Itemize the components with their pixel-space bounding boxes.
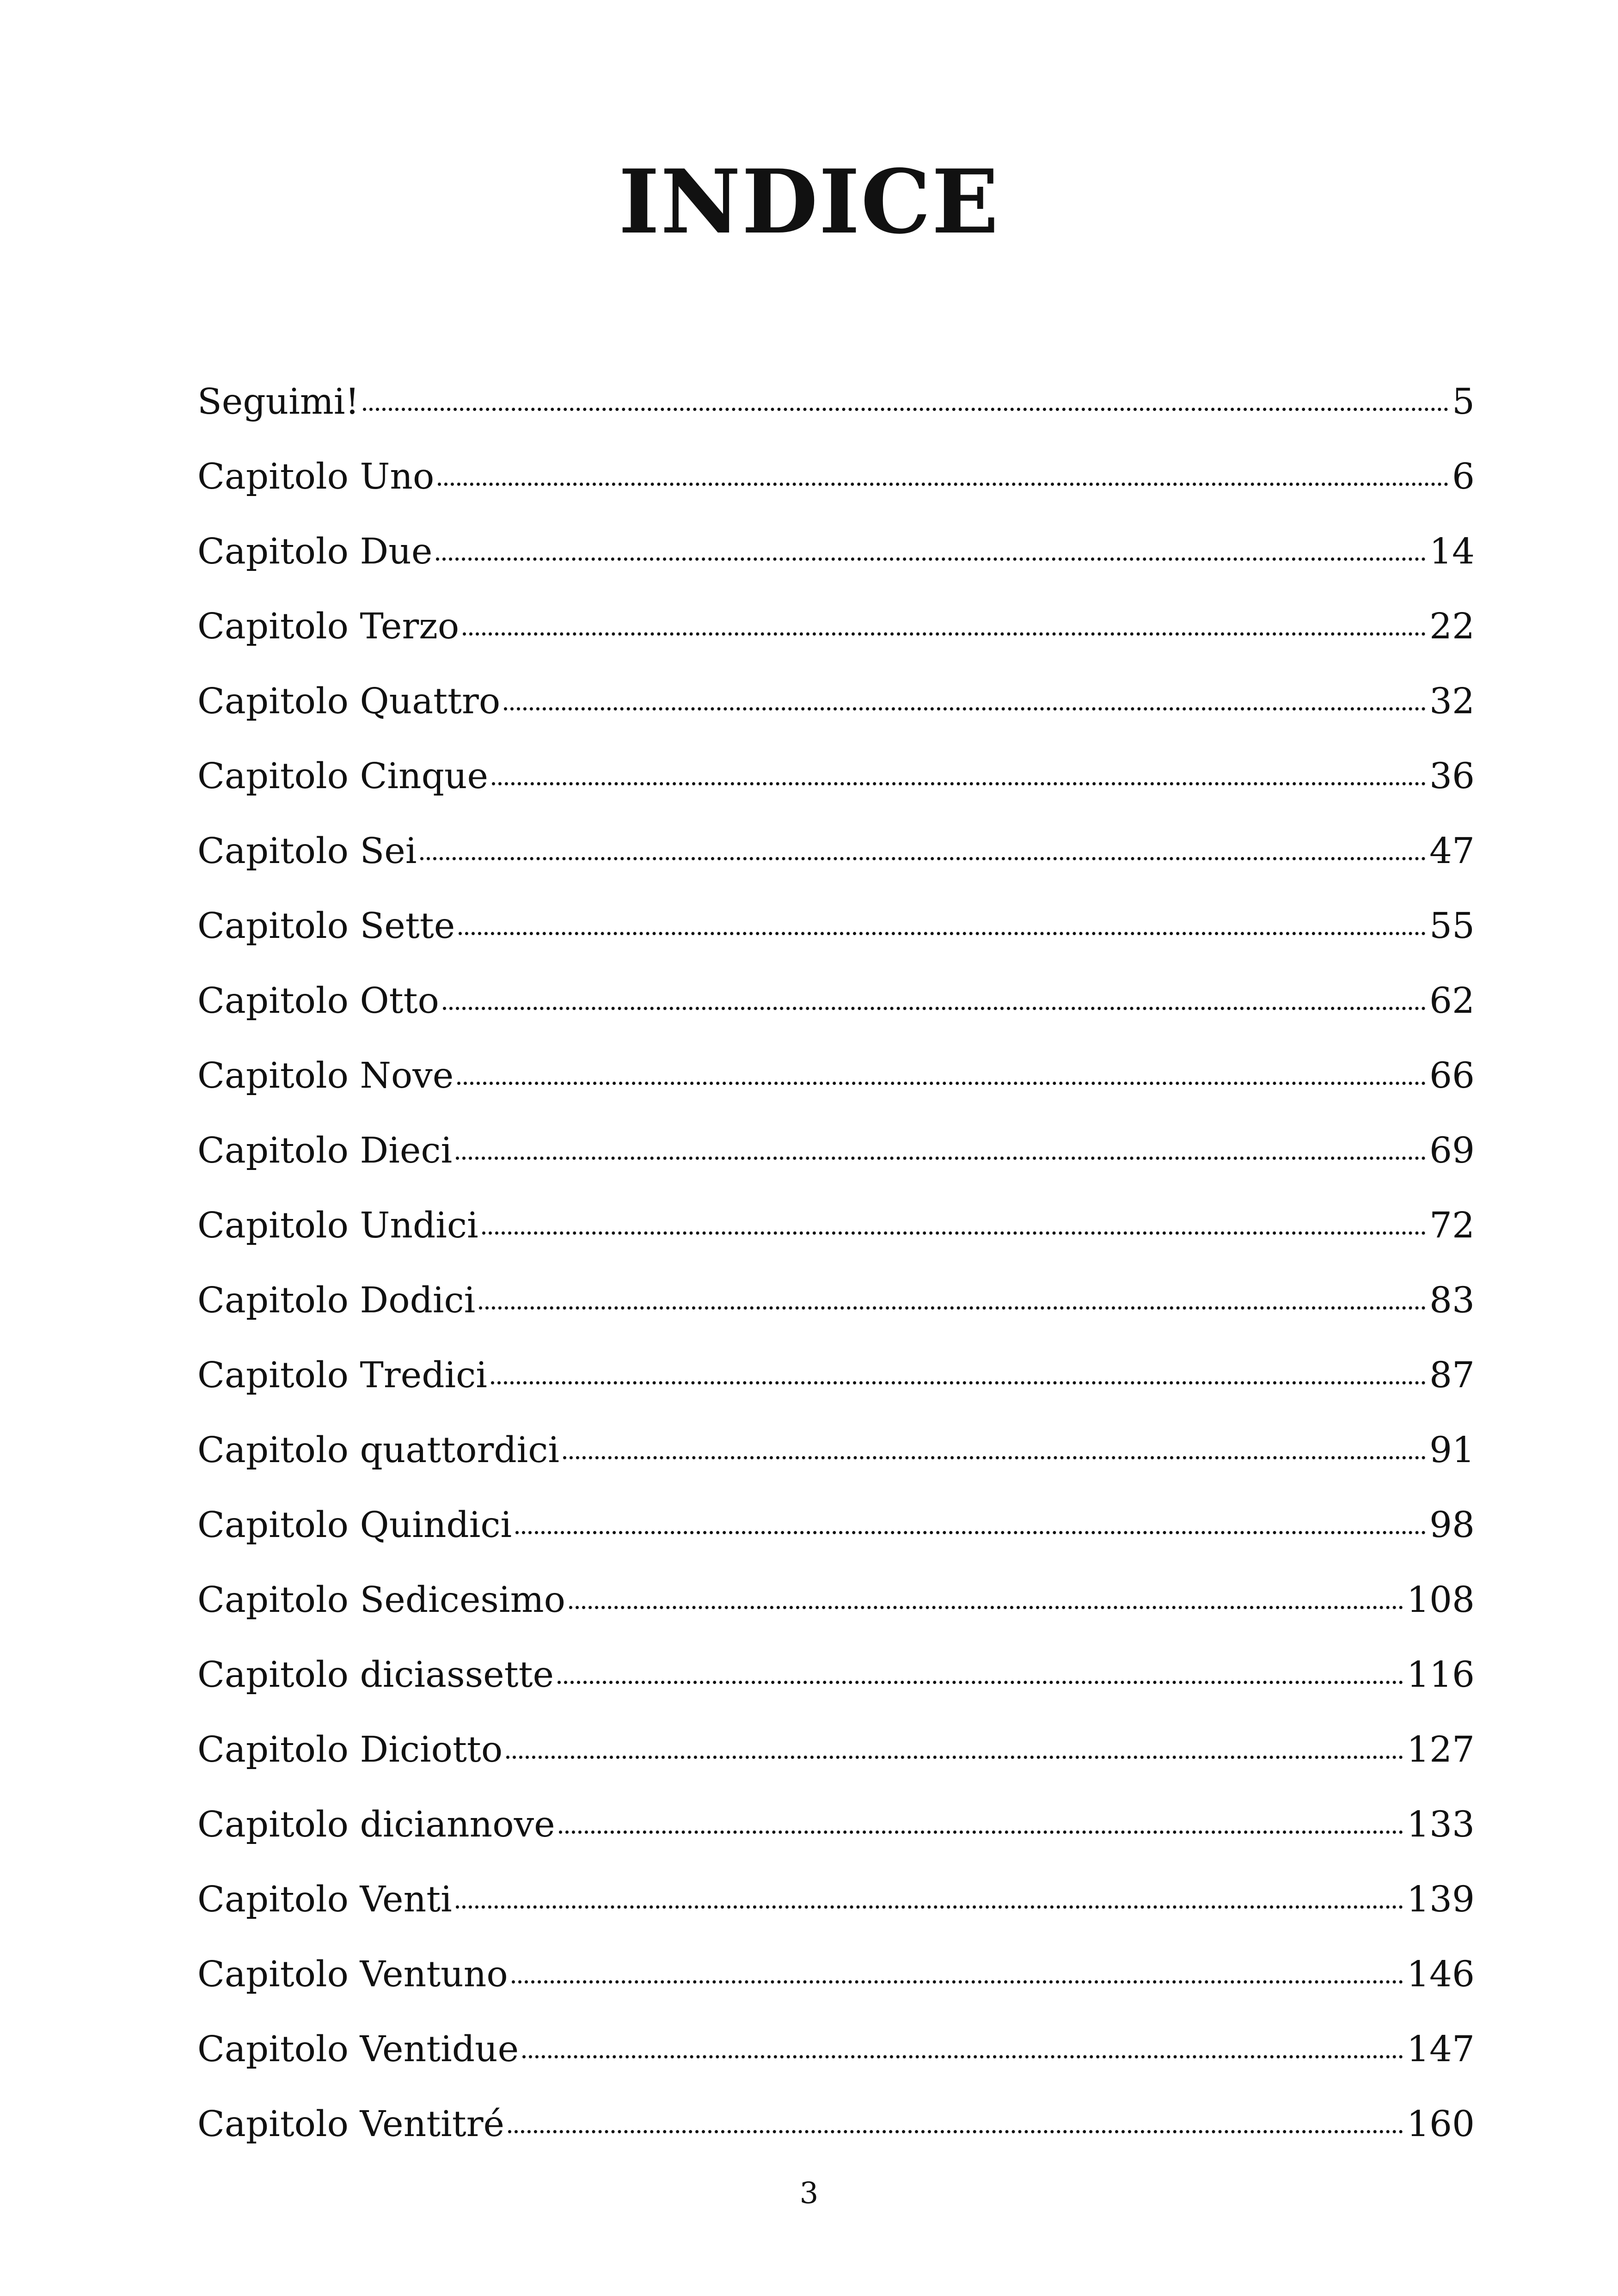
- toc-entry-title: Capitolo Ventuno: [197, 1954, 508, 1995]
- toc-entry-title: Capitolo quattordici: [197, 1430, 560, 1471]
- page-title: INDICE: [618, 150, 1000, 253]
- toc-entry-title: Capitolo Cinque: [197, 756, 489, 797]
- dot-leader: [459, 932, 1426, 935]
- dot-leader: [508, 2130, 1403, 2133]
- dot-leader: [559, 1831, 1403, 1834]
- toc-entry[interactable]: [197, 1199, 1475, 1274]
- toc-entry-title: Capitolo Nove: [197, 1055, 454, 1096]
- toc-entry[interactable]: [197, 2098, 1475, 2173]
- toc-entry-page: 72: [1429, 1205, 1475, 1246]
- toc-entry-title: Capitolo Sette: [197, 906, 455, 947]
- toc-entry[interactable]: [197, 450, 1475, 525]
- dot-leader: [512, 1980, 1403, 1984]
- toc-entry[interactable]: [197, 525, 1475, 600]
- toc-entry-page: 146: [1407, 1954, 1475, 1995]
- toc-entry[interactable]: [197, 1948, 1475, 2023]
- toc-entry-title: Seguimi!: [197, 381, 360, 422]
- toc-entry-title: Capitolo diciannove: [197, 1804, 555, 1845]
- toc-entry[interactable]: [197, 1574, 1475, 1648]
- toc-entry-page: 160: [1407, 2104, 1475, 2145]
- toc-entry-title: Capitolo Venti: [197, 1879, 452, 1920]
- dot-leader: [363, 408, 1448, 411]
- toc-entry-page: 14: [1429, 531, 1475, 572]
- dot-leader: [506, 1756, 1403, 1759]
- toc-entry[interactable]: [197, 1124, 1475, 1199]
- toc-entry-title: Capitolo Ventitré: [197, 2104, 505, 2145]
- toc-entry-page: 6: [1452, 456, 1475, 497]
- dot-leader: [456, 1157, 1426, 1160]
- toc-entry-title: Capitolo Terzo: [197, 606, 460, 647]
- toc-entry[interactable]: [197, 900, 1475, 974]
- dot-leader: [558, 1681, 1403, 1684]
- toc-entry-title: Capitolo Quindici: [197, 1505, 512, 1546]
- dot-leader: [569, 1606, 1403, 1609]
- toc-entry-title: Capitolo Sei: [197, 831, 417, 872]
- dot-leader: [457, 1082, 1426, 1085]
- toc-entry[interactable]: [197, 675, 1475, 750]
- toc-entry-title: Capitolo Ventidue: [197, 2029, 519, 2070]
- page-number: 3: [799, 2176, 819, 2210]
- toc-entry[interactable]: [197, 600, 1475, 675]
- dot-leader: [420, 857, 1426, 860]
- toc-entry-page: 69: [1429, 1130, 1475, 1171]
- dot-leader: [436, 557, 1426, 561]
- toc-entry-title: Capitolo Otto: [197, 980, 439, 1022]
- toc-entry[interactable]: [197, 750, 1475, 825]
- toc-entry-page: 62: [1429, 980, 1475, 1022]
- toc-entry-page: 127: [1407, 1729, 1475, 1770]
- toc-entry-title: Capitolo Diciotto: [197, 1729, 503, 1770]
- toc-entry-page: 83: [1429, 1280, 1475, 1321]
- toc-entry[interactable]: [197, 825, 1475, 900]
- dot-leader: [438, 483, 1448, 486]
- toc-entry-title: Capitolo Undici: [197, 1205, 478, 1246]
- toc-entry-title: Capitolo Uno: [197, 456, 435, 497]
- toc-entry[interactable]: [197, 1349, 1475, 1424]
- toc-entry-page: 22: [1429, 606, 1475, 647]
- dot-leader: [504, 707, 1426, 710]
- dot-leader: [456, 1905, 1403, 1909]
- toc-entry[interactable]: [197, 1648, 1475, 1723]
- toc-entry-page: 36: [1429, 756, 1475, 797]
- toc-entry-page: 108: [1407, 1580, 1475, 1621]
- dot-leader: [522, 2055, 1403, 2058]
- toc-entry-page: 87: [1429, 1355, 1475, 1396]
- toc-entry-page: 91: [1429, 1430, 1475, 1471]
- toc-entry[interactable]: [197, 1424, 1475, 1499]
- toc-entry-title: Capitolo Tredici: [197, 1355, 487, 1396]
- dot-leader: [463, 632, 1426, 636]
- toc-entry-page: 32: [1429, 681, 1475, 722]
- toc-entry[interactable]: [197, 1274, 1475, 1349]
- toc-entry-title: Capitolo Sedicesimo: [197, 1580, 565, 1621]
- dot-leader: [443, 1007, 1426, 1010]
- toc-entry-title: Capitolo Due: [197, 531, 433, 572]
- dot-leader: [482, 1231, 1426, 1235]
- toc-entry[interactable]: [197, 1873, 1475, 1948]
- toc-entry-page: 147: [1407, 2029, 1475, 2070]
- toc-entry-page: 66: [1429, 1055, 1475, 1096]
- toc-entry-title: Capitolo Quattro: [197, 681, 501, 722]
- dot-leader: [492, 782, 1426, 785]
- toc-entry[interactable]: [197, 1798, 1475, 1873]
- toc-entry-page: 116: [1407, 1654, 1475, 1696]
- toc-entry-page: 133: [1407, 1804, 1475, 1845]
- toc-entry-page: 139: [1407, 1879, 1475, 1920]
- toc-entry[interactable]: [197, 1049, 1475, 1124]
- toc-entry-title: Capitolo Dodici: [197, 1280, 476, 1321]
- toc-entry-title: Capitolo diciassette: [197, 1654, 554, 1696]
- toc-entry[interactable]: [197, 1723, 1475, 1798]
- dot-leader: [491, 1381, 1426, 1384]
- dot-leader: [479, 1306, 1426, 1310]
- toc-entry-page: 55: [1429, 906, 1475, 947]
- toc-entry-title: Capitolo Dieci: [197, 1130, 453, 1171]
- toc-entry[interactable]: [197, 1499, 1475, 1574]
- toc-entry-page: 5: [1452, 381, 1475, 422]
- toc-entry-page: 98: [1429, 1505, 1475, 1546]
- toc-entry[interactable]: [197, 974, 1475, 1049]
- toc-entry[interactable]: [197, 375, 1475, 450]
- toc-entry[interactable]: [197, 2023, 1475, 2098]
- toc-entry-page: 47: [1429, 831, 1475, 872]
- table-of-contents: [197, 375, 1475, 2173]
- dot-leader: [563, 1456, 1426, 1459]
- dot-leader: [515, 1531, 1426, 1534]
